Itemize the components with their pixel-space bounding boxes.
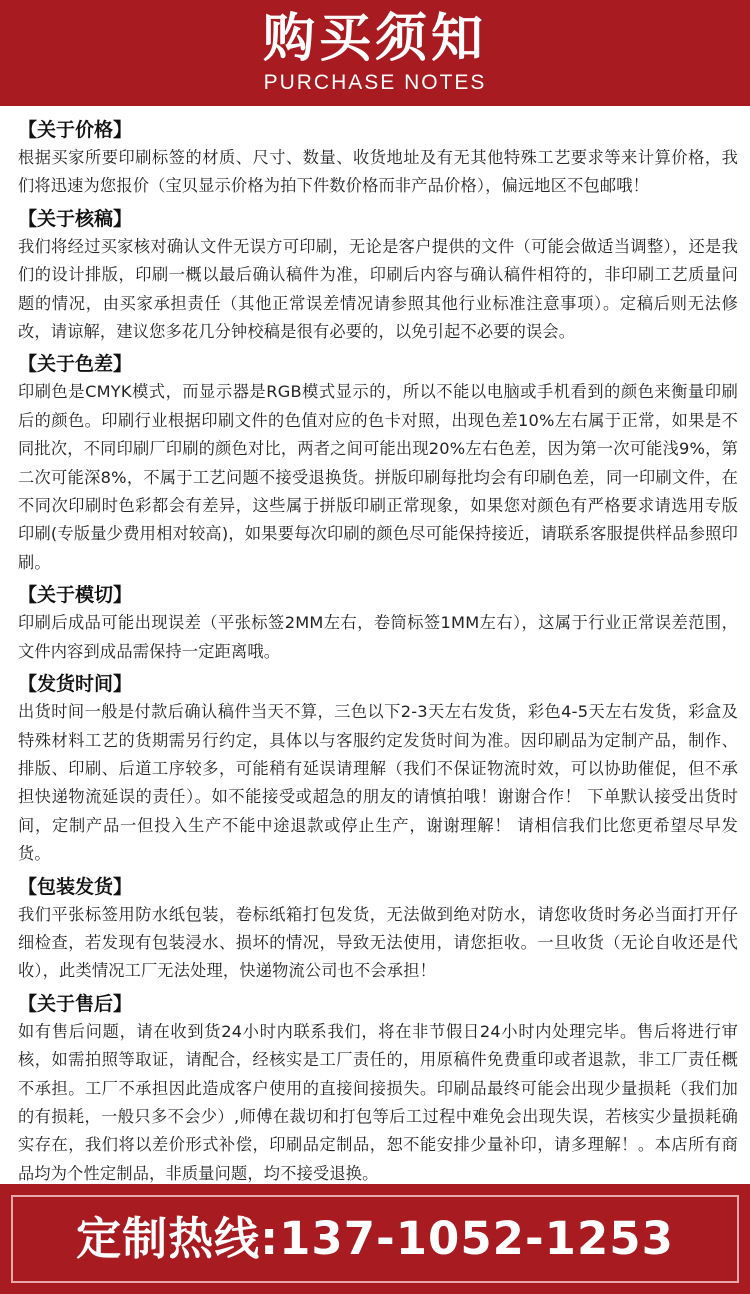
page-subtitle: PURCHASE NOTES: [263, 71, 487, 94]
section-title: 【发货时间】: [18, 673, 133, 696]
section-die-cut: [18, 581, 738, 666]
section-shipping-time: [18, 670, 738, 868]
section-title: 【关于色差】: [18, 353, 133, 376]
section-color-difference: [18, 350, 738, 577]
footer-banner: [0, 1184, 750, 1294]
section-body: 印刷后成品可能出现误差（平张标签2MM左右，卷筒标签1MM左右），这属于行业正常误差范围，文件内容到成品需保持一定距离哦。: [18, 613, 738, 661]
section-packaging: [18, 873, 738, 986]
section-body: 如有售后问题，请在收到货24小时内联系我们，将在非节假日24小时内处理完毕。售后将进行审核，如需拍照等取证，请配合，经核实是工厂责任的，用原稿件免费重印或者退款，非工厂责任概不承担。工厂不承担因此造成客户使用的直接间接损失。印刷品最终可能会出现少量损耗（我们加的有损耗，一般只多不会少）,师傅在裁切和打包等后工过程中难免会出现失误，若核实少量损耗确实存在，我们将以差价形式补偿，印刷品定制品，恕不能安排少量补印，请多理解！。本店所有商品均为个性定制品，非质量问题，均不接受退换。: [18, 1021, 738, 1183]
section-body: 根据买家所要印刷标签的材质、尺寸、数量、收货地址及有无其他特殊工艺要求等来计算价格，我们将迅速为您报价（宝贝显示价格为拍下件数价格而非产品价格），偏远地区不包邮哦！: [18, 148, 738, 196]
hotline-text: 定制热线:137-1052-1253: [76, 1212, 674, 1265]
section-body: 出货时间一般是付款后确认稿件当天不算，三色以下2-3天左右发货，彩色4-5天左右发货，彩盒及特殊材料工艺的货期需另行约定，具体以与客服约定发货时间为准。因印刷品为定制产品，制作、排版、印刷、后道工序较多，可能稍有延误请理解（我们不保证物流时效，可以协助催促，但不承担快递物流延误的责任）。如不能接受或超急的朋友的请慎拍哦！谢谢合作！ 下单默认接受出货时间，定制产品一但投入生产不能中途退款或停止生产，谢谢理解！ 请相信我们比您更希望尽早发货。: [18, 702, 738, 864]
section-proof: [18, 205, 738, 347]
section-body: 印刷色是CMYK模式，而显示器是RGB模式显示的，所以不能以电脑或手机看到的颜色来衡量印刷后的颜色。印刷行业根据印刷文件的色值对应的色卡对照，出现色差10%左右属于正常，如果是不同批次，不同印刷厂印刷的颜色对比，两者之间可能出现20%左右色差，因为第一次可能浅9%，第二次可能深8%，不属于工艺问题不接受退换货。拼版印刷每批均会有印刷色差，同一印刷文件，在不同次印刷时色彩都会有差异，这些属于拼版印刷正常现象，如果您对颜色有严格要求请选用专版印刷(专版量少费用相对较高)，如果要每次印刷的颜色尽可能保持接近，请联系客服提供样品参照印刷。: [18, 382, 738, 572]
section-title: 【关于模切】: [18, 584, 133, 607]
section-title: 【包装发货】: [18, 875, 133, 898]
section-body: 我们将经过买家核对确认文件无误方可印刷，无论是客户提供的文件（可能会做适当调整），还是我们的设计排版，印刷一概以最后确认稿件为准，印刷后内容与确认稿件相符的，非印刷工艺质量问题的情况，由买家承担责任（其他正常误差情况请参照其他行业标准注意事项）。定稿后则无法修改，请谅解，建议您多花几分钟校稿是很有必要的，以免引起不必要的误会。: [18, 236, 738, 342]
section-after-sales: [18, 990, 738, 1188]
section-title: 【关于售后】: [18, 992, 133, 1015]
section-body: 我们平张标签用防水纸包装，卷标纸箱打包发货，无法做到绝对防水，请您收货时务必当面打开仔细检查，若发现有包装浸水、损坏的情况，导致无法使用，请您拒收。一旦收货（无论自收还是代收），此类情况工厂无法处理，快递物流公司也不会承担！: [18, 904, 738, 981]
notes-content: [18, 112, 738, 1218]
page-title: 购买须知: [262, 9, 487, 69]
section-title: 【关于核稿】: [18, 207, 133, 230]
header-banner: [0, 0, 750, 106]
section-price: [18, 116, 738, 201]
section-title: 【关于价格】: [18, 119, 133, 141]
